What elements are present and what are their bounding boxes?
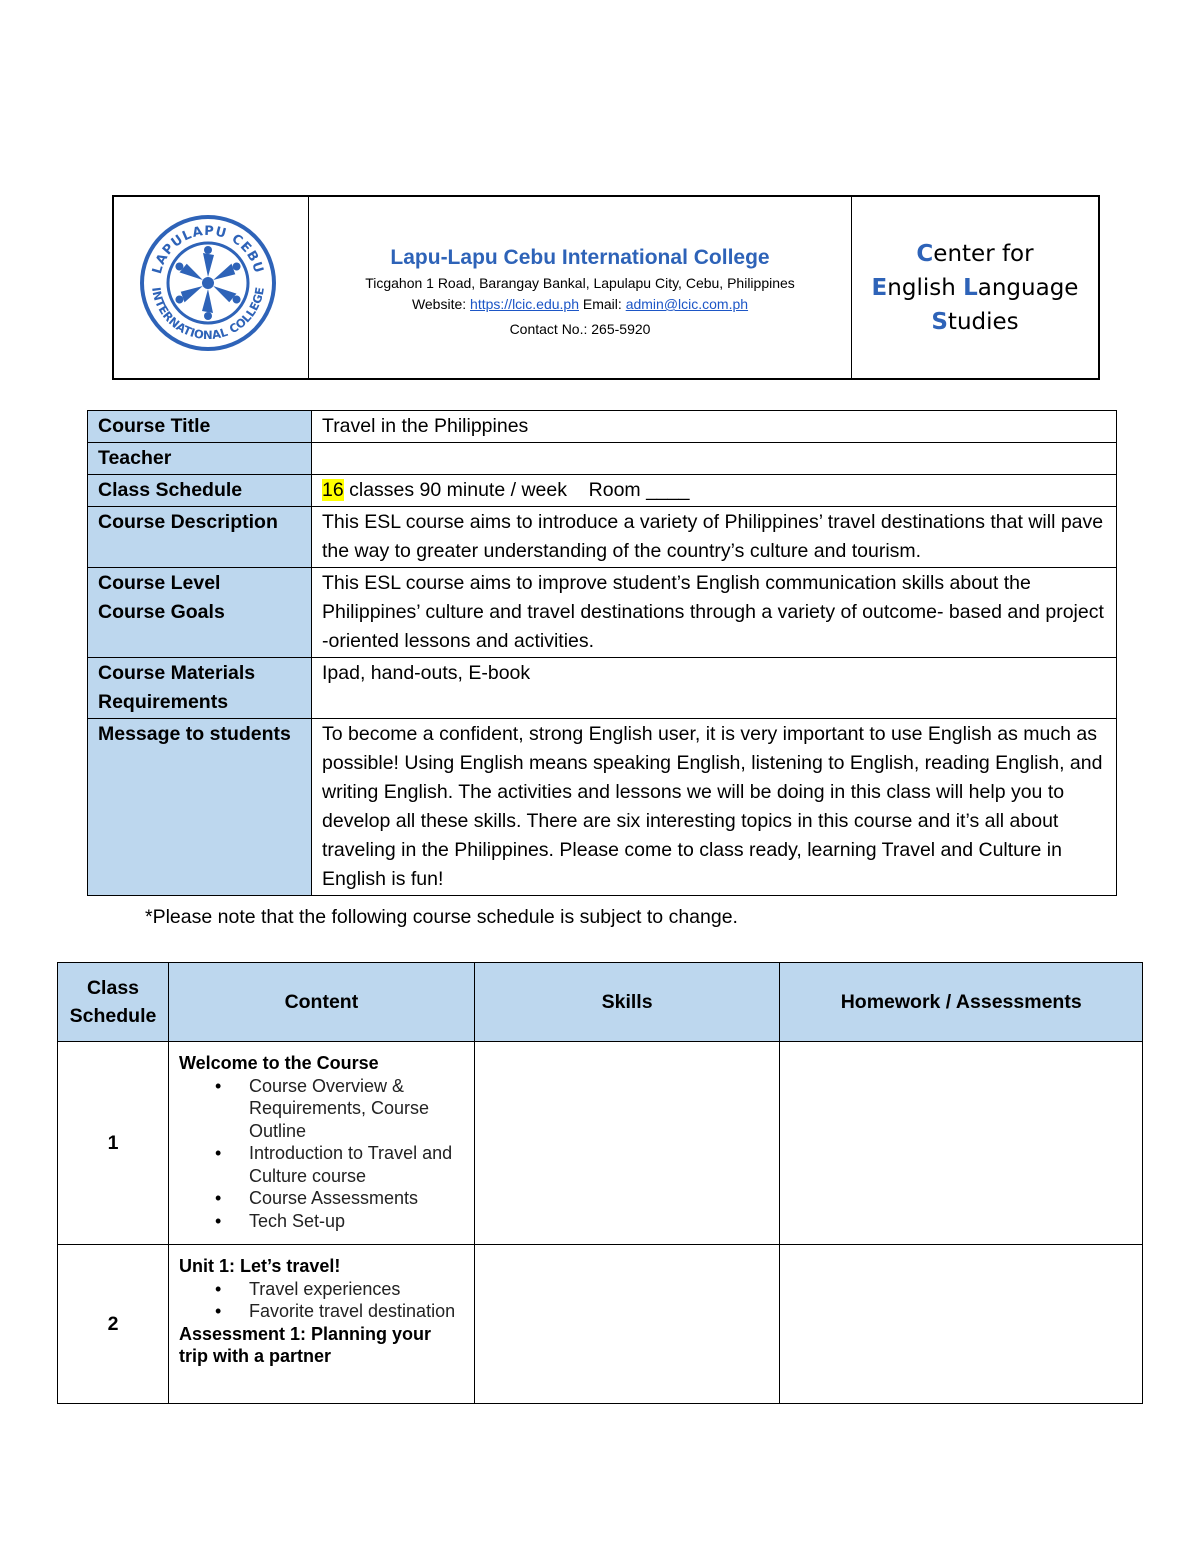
content-list: [179, 1075, 464, 1233]
center-line-2a: nglish: [887, 274, 964, 301]
website-link[interactable]: https://lcic.edu.ph: [470, 296, 579, 312]
class-schedule-text: classes 90 minute / week Room ____: [343, 479, 690, 501]
logo-ring-text-bottom: INTERNATIONAL COLLEGE: [149, 286, 267, 343]
schedule-header-row: [58, 963, 1143, 1042]
center-cap-e: E: [871, 274, 888, 301]
course-materials-label-cell: [88, 658, 312, 719]
message-row: [88, 719, 1117, 896]
center-line-2b: anguage: [977, 274, 1079, 301]
list-item: • Tech Set-up: [249, 1210, 464, 1233]
header-homework: Homework / Assessments: [780, 963, 1143, 1042]
course-materials-label: Course Materials: [98, 662, 256, 684]
email-link[interactable]: admin@lcic.com.ph: [625, 296, 749, 312]
class-number: 2: [58, 1245, 169, 1404]
center-name-cell: [852, 197, 1098, 378]
class-schedule-label: Class Schedule: [88, 475, 312, 507]
website-label: Website:: [411, 296, 467, 312]
list-item: • Travel experiences: [249, 1278, 464, 1301]
homework-cell: [780, 1042, 1143, 1245]
course-level-label: Course Level: [98, 572, 221, 594]
course-description-row: [88, 507, 1117, 568]
contact-number: Contact No.: 265-5920: [509, 321, 651, 337]
schedule-row: [58, 1245, 1143, 1404]
college-seal-logo: [138, 213, 278, 353]
skills-cell: [474, 1042, 780, 1245]
college-name: Lapu-Lapu Cebu International College: [390, 246, 770, 269]
list-item: • Introduction to Travel and Culture course: [249, 1142, 464, 1187]
course-title-label: Course Title: [88, 411, 312, 443]
center-name: [872, 237, 1079, 339]
requirements-label: Requirements: [98, 691, 229, 713]
college-web-email: [309, 296, 851, 312]
center-cap-l: L: [963, 274, 978, 301]
list-item: • Course Assessments: [249, 1187, 464, 1210]
class-count-highlight: 16: [322, 479, 344, 501]
class-schedule-row: [88, 475, 1117, 507]
center-cap-c: C: [916, 240, 934, 267]
course-title-row: [88, 411, 1117, 443]
course-goals-value: This ESL course aims to improve student’s English communication skills about the Philippines’ culture and travel destinations through a variety of outcome- based and project -oriented lessons and activities.: [312, 568, 1117, 658]
college-header: [112, 195, 1100, 380]
center-cap-s: S: [931, 308, 948, 335]
college-address: Ticgahon 1 Road, Barangay Bankal, Lapulapu City, Cebu, Philippines: [365, 275, 795, 291]
content-title: Unit 1: Let’s travel!: [178, 1256, 341, 1276]
course-goals-label: Course Goals: [98, 601, 225, 623]
skills-cell: [474, 1245, 780, 1404]
course-materials-value: Ipad, hand-outs, E-book: [312, 658, 1117, 719]
header-class-schedule: Class Schedule: [58, 963, 169, 1042]
homework-cell: [780, 1245, 1143, 1404]
college-info-cell: [309, 197, 852, 378]
course-level-goals-label: [88, 568, 312, 658]
class-number: 1: [58, 1042, 169, 1245]
course-info-table: [87, 410, 1117, 896]
message-value: To become a confident, strong English user, it is very important to use English as much as possible! Using English means speaking English, listening to English, reading English, and writing English. The activities and lessons we will be doing in this class will help you to develop all these skills. There are six interesting topics in this course and it’s all about traveling in the Philippines. Please come to class ready, learning Travel and Culture in English is fun!: [312, 719, 1117, 896]
assessment-title: Assessment 1: Planning your trip with a partner: [178, 1323, 432, 1366]
content-cell: [168, 1042, 474, 1245]
logo-ring-text-top: LAPULAPU CEBU: [149, 223, 267, 276]
course-materials-row: [88, 658, 1117, 719]
course-level-goals-row: [88, 568, 1117, 658]
course-schedule-table: [57, 962, 1143, 1404]
list-item: • Favorite travel destination: [249, 1300, 464, 1323]
content-cell: [168, 1245, 474, 1404]
logo-cell: [114, 197, 309, 378]
center-line-3: tudies: [947, 308, 1019, 335]
center-line-1: enter for: [933, 240, 1034, 267]
class-schedule-value: [312, 475, 1117, 507]
course-description-label: Course Description: [88, 507, 312, 568]
teacher-value: [312, 443, 1117, 475]
course-description-value: This ESL course aims to introduce a variety of Philippines’ travel destinations that will pave the way to greater understanding of the country’s culture and tourism.: [312, 507, 1117, 568]
content-title: Welcome to the Course: [178, 1053, 379, 1073]
message-label: Message to students: [88, 719, 312, 896]
course-title-value: Travel in the Philippines: [312, 411, 1117, 443]
header-skills: Skills: [474, 963, 780, 1042]
header-content: Content: [168, 963, 474, 1042]
teacher-label: Teacher: [88, 443, 312, 475]
content-list: [179, 1278, 464, 1323]
list-item: • Course Overview & Requirements, Course Outline: [249, 1075, 464, 1143]
teacher-row: [88, 443, 1117, 475]
schedule-note: *Please note that the following course schedule is subject to change.: [145, 906, 738, 928]
email-label: Email:: [582, 296, 622, 312]
schedule-row: [58, 1042, 1143, 1245]
